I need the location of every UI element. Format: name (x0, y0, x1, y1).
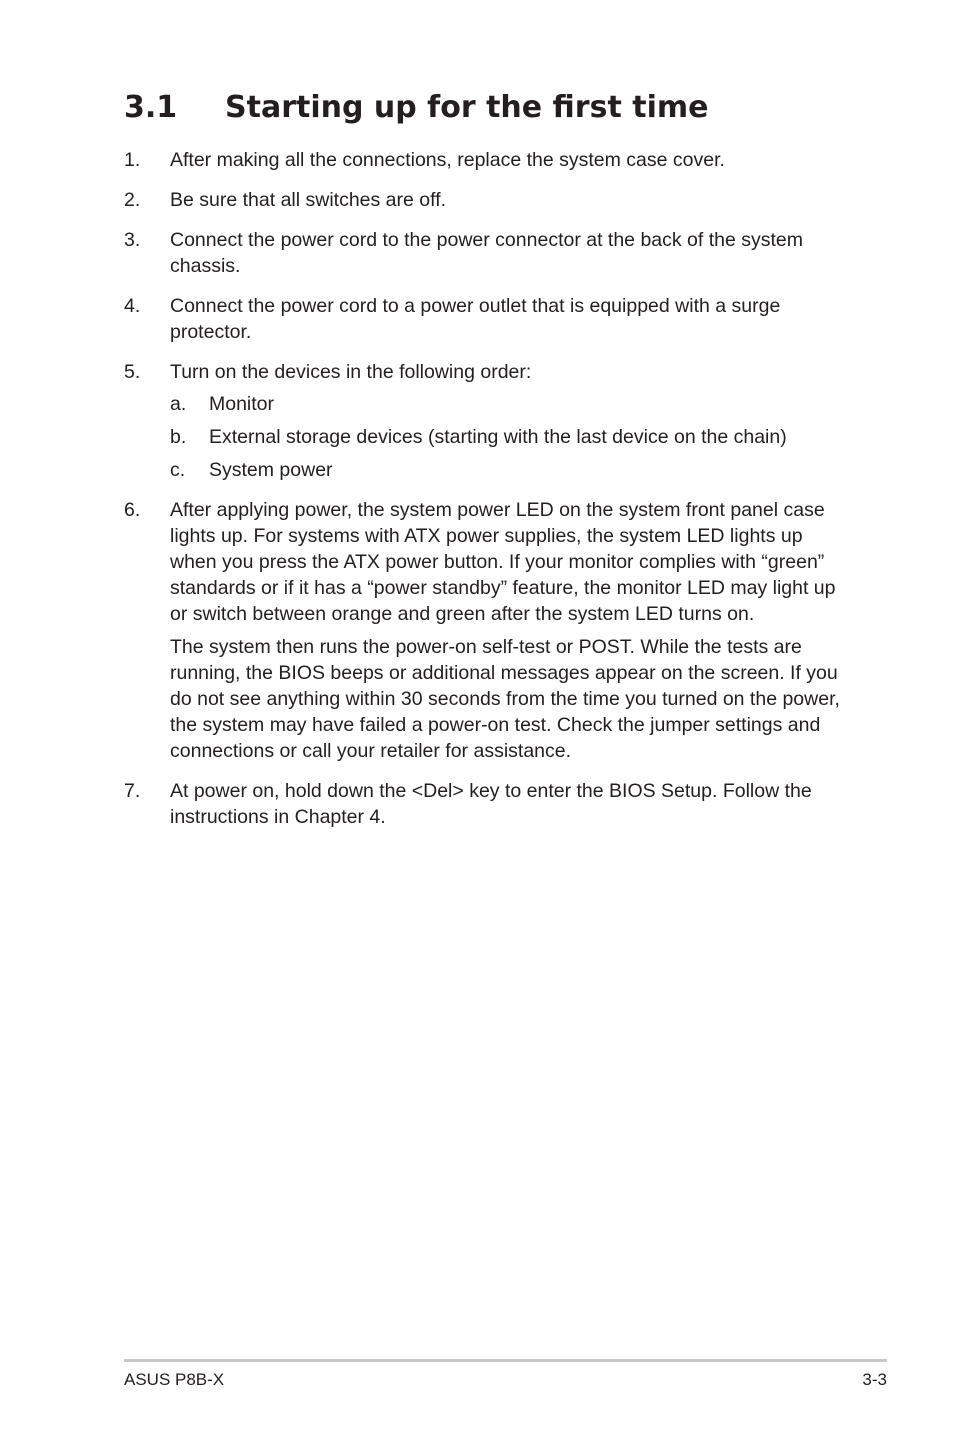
step-1 (124, 147, 844, 173)
step-number: 3. (124, 229, 141, 251)
step-number: 1. (124, 149, 141, 171)
section-number: 3.1 (124, 90, 178, 125)
footer-product-name: ASUS P8B-X (124, 1370, 225, 1389)
device-order-list (170, 391, 844, 483)
step-3 (124, 227, 844, 279)
startup-steps-list (124, 147, 844, 844)
substep-b (170, 424, 844, 450)
substep-a (170, 391, 844, 417)
step-text: Turn on the devices in the following order: (170, 361, 532, 383)
section-title: Starting up for the first time (225, 90, 709, 125)
footer-page-number: 3-3 (862, 1370, 887, 1389)
footer-divider (124, 1359, 887, 1362)
step-number: 6. (124, 499, 141, 521)
step-number: 2. (124, 189, 141, 211)
step-text: At power on, hold down the <Del> key to enter the BIOS Setup. Follow the instructions in Chapter 4. (170, 780, 812, 828)
step-7 (124, 778, 844, 830)
substep-text: System power (209, 459, 333, 481)
substep-c (170, 457, 844, 483)
step-text-continued: The system then runs the power-on self-test or POST. While the tests are running, the BIOS beeps or additional messages appear on the screen. If you do not see anything within 30 seconds from the time you turned on the power, the system may have failed a power-on test. Check the jumper settings and connections or call your retailer for assistance. (170, 636, 840, 762)
step-number: 4. (124, 295, 141, 317)
substep-letter: c. (170, 459, 186, 481)
step-4 (124, 293, 844, 345)
step-number: 7. (124, 780, 141, 802)
step-text: After making all the connections, replace the system case cover. (170, 149, 725, 171)
step-2 (124, 187, 844, 213)
substep-letter: b. (170, 426, 187, 448)
step-number: 5. (124, 361, 141, 383)
step-5 (124, 359, 844, 483)
substep-text: Monitor (209, 393, 275, 415)
step-text: After applying power, the system power LED on the system front panel case lights up. For systems with ATX power supplies, the system LED lights up when you press the ATX power button. If your monitor complies with “green” standards or if it has a “power standby” feature, the monitor LED may light up or switch between orange and green after the system LED turns on. (170, 499, 836, 625)
page-title (124, 88, 708, 128)
substep-text: External storage devices (starting with the last device on the chain) (209, 426, 787, 448)
step-text: Connect the power cord to the power connector at the back of the system chassis. (170, 229, 804, 277)
step-6 (124, 497, 844, 764)
step-text: Connect the power cord to a power outlet that is equipped with a surge protector. (170, 295, 781, 343)
substep-letter: a. (170, 393, 187, 415)
step-text: Be sure that all switches are off. (170, 189, 447, 211)
